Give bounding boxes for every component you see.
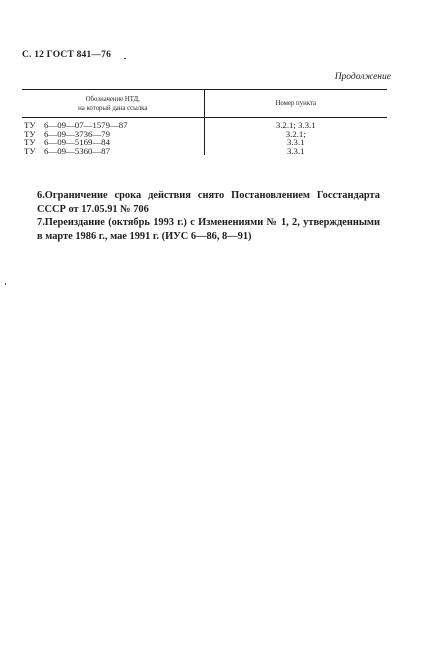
- table-header-row: [22, 90, 387, 118]
- ntd-prefix: ТУ: [24, 120, 36, 130]
- column-header-item-line1: Номер пункта: [275, 100, 317, 107]
- scan-speck: [124, 58, 126, 59]
- column-header-ntd: [22, 90, 204, 118]
- note-7: 7.Переиздание (октябрь 1993 г.) с Изменениями № 1, 2, утвержденными в марте 1986 г., мае 1991 г. (ИУС 6—86, 8—91): [37, 217, 380, 242]
- ntd-code: 6—09—5360—87: [44, 145, 110, 156]
- ntd-prefix: ТУ: [24, 128, 36, 139]
- column-header-ntd-line1: Обозначение НТД,: [85, 95, 140, 103]
- scan-speck: [5, 283, 6, 285]
- item-number-cell: 3.3.1: [286, 145, 305, 156]
- item-number-cell: 3.3.1: [286, 137, 305, 147]
- item-number-cell: 3.2.1;: [285, 128, 306, 139]
- continuation-label: Продолжение: [334, 72, 391, 82]
- ntd-cell: [22, 118, 204, 130]
- ntd-code: 6—09—07—1579—87: [44, 120, 128, 130]
- ntd-code: 6—09—5169—84: [44, 137, 110, 147]
- reference-table: [22, 89, 387, 155]
- page-header: С. 12 ГОСТ 841—76: [22, 50, 112, 60]
- column-header-item: [204, 90, 387, 118]
- column-header-ntd-line2: на который дана ссылка: [78, 104, 148, 112]
- table-row: [22, 118, 387, 130]
- ntd-cell: [22, 147, 204, 156]
- ntd-prefix: ТУ: [24, 137, 36, 147]
- table-row: [22, 147, 387, 156]
- ntd-prefix: ТУ: [24, 145, 36, 156]
- ntd-code: 6—09—3736—79: [44, 128, 110, 139]
- item-number-cell: 3.2.1; 3.3.1: [275, 120, 316, 130]
- note-6: 6.Ограничение срока действия снято Постановлением Госстандарта СССР от 17.05.91 № 706: [37, 190, 380, 215]
